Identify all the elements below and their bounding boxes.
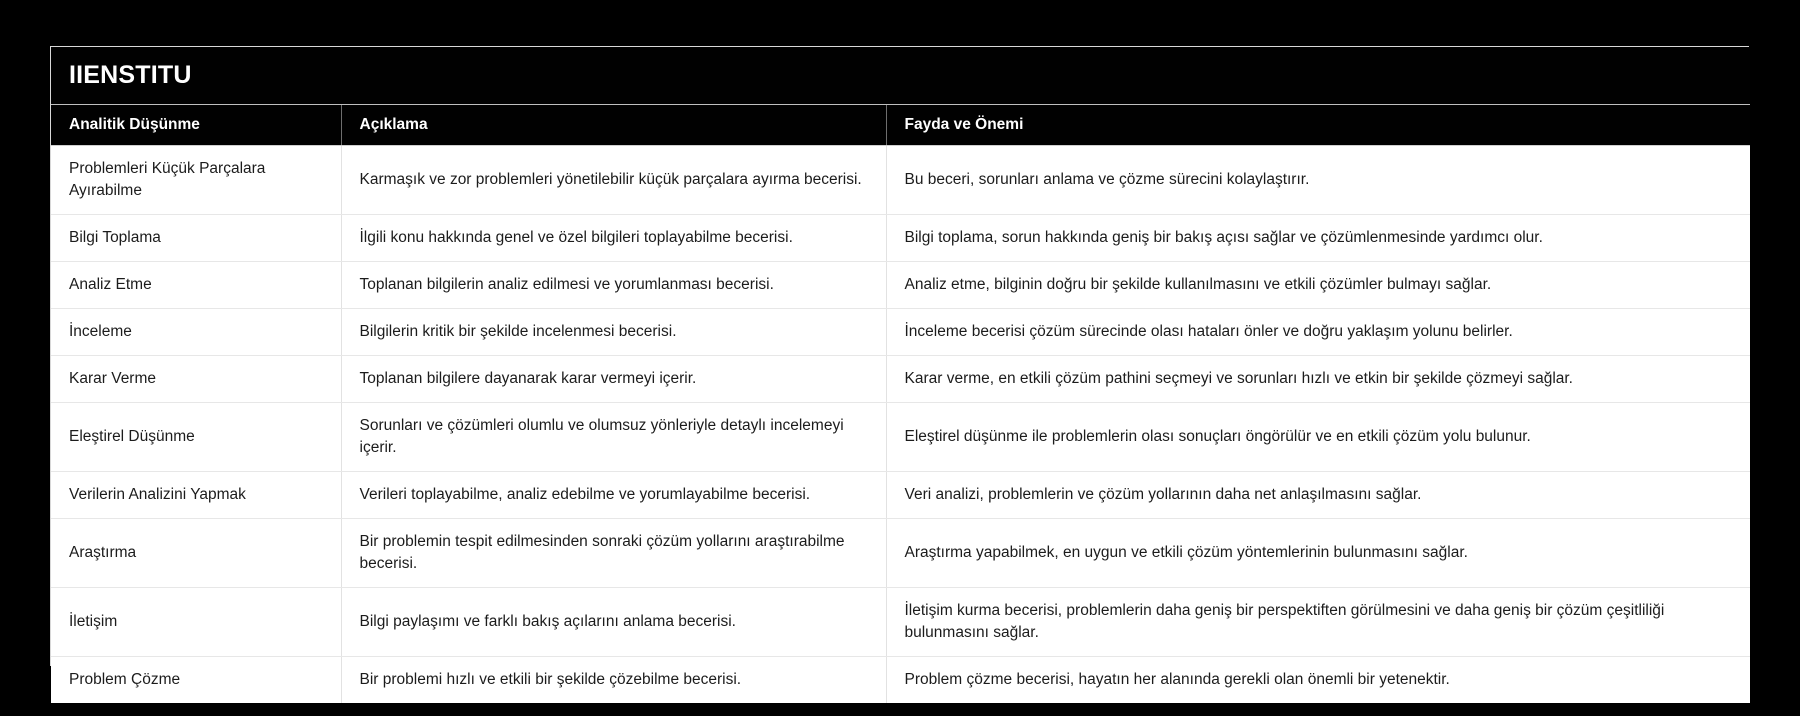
cell-benefit: Bilgi toplama, sorun hakkında geniş bir bakış açısı sağlar ve çözümlenmesinde yardımcı olur. (886, 215, 1750, 262)
table-row (51, 519, 1750, 588)
brand-title: IIENSTITU (69, 60, 192, 89)
table-row (51, 588, 1750, 657)
cell-description: Karmaşık ve zor problemleri yönetilebilir küçük parçalara ayırma becerisi. (341, 146, 886, 215)
cell-benefit: Problem çözme becerisi, hayatın her alanında gerekli olan önemli bir yetenektir. (886, 657, 1750, 704)
table-row (51, 356, 1750, 403)
cell-benefit: Karar verme, en etkili çözüm pathini seçmeyi ve sorunları hızlı ve etkin bir şekilde çözmeyi sağlar. (886, 356, 1750, 403)
column-header-description: Açıklama (341, 104, 886, 146)
cell-description: Toplanan bilgilerin analiz edilmesi ve yorumlanması becerisi. (341, 262, 886, 309)
column-header-row (51, 104, 1750, 146)
table-row (51, 262, 1750, 309)
table-body (51, 47, 1750, 703)
table-row (51, 309, 1750, 356)
cell-benefit: Analiz etme, bilginin doğru bir şekilde kullanılmasını ve etkili çözümler bulmayı sağlar. (886, 262, 1750, 309)
cell-benefit: Bu beceri, sorunları anlama ve çözme sürecini kolaylaştırır. (886, 146, 1750, 215)
cell-description: Bilgi paylaşımı ve farklı bakış açılarını anlama becerisi. (341, 588, 886, 657)
cell-term: Eleştirel Düşünme (51, 403, 341, 472)
cell-benefit: İletişim kurma becerisi, problemlerin daha geniş bir perspektiften görülmesini ve daha geniş bir çözüm çeşitliliği bulunmasını sağlar. (886, 588, 1750, 657)
brand-cell (51, 47, 1750, 104)
column-header-benefit: Fayda ve Önemi (886, 104, 1750, 146)
table-row (51, 472, 1750, 519)
cell-term: İnceleme (51, 309, 341, 356)
cell-term: Karar Verme (51, 356, 341, 403)
cell-term: Problem Çözme (51, 657, 341, 704)
cell-description: Bir problemin tespit edilmesinden sonraki çözüm yollarını araştırabilme becerisi. (341, 519, 886, 588)
cell-term: Verilerin Analizini Yapmak (51, 472, 341, 519)
column-header-term: Analitik Düşünme (51, 104, 341, 146)
cell-term: Bilgi Toplama (51, 215, 341, 262)
cell-description: Verileri toplayabilme, analiz edebilme ve yorumlayabilme becerisi. (341, 472, 886, 519)
cell-benefit: Veri analizi, problemlerin ve çözüm yollarının daha net anlaşılmasını sağlar. (886, 472, 1750, 519)
cell-term: İletişim (51, 588, 341, 657)
cell-benefit: Araştırma yapabilmek, en uygun ve etkili çözüm yöntemlerinin bulunmasını sağlar. (886, 519, 1750, 588)
cell-term: Analiz Etme (51, 262, 341, 309)
cell-benefit: Eleştirel düşünme ile problemlerin olası sonuçları öngörülür ve en etkili çözüm yolu bulunur. (886, 403, 1750, 472)
table-row (51, 215, 1750, 262)
table-row (51, 403, 1750, 472)
cell-description: Bilgilerin kritik bir şekilde incelenmesi becerisi. (341, 309, 886, 356)
table-row (51, 657, 1750, 704)
skills-table-container (50, 46, 1749, 689)
cell-description: Toplanan bilgilere dayanarak karar vermeyi içerir. (341, 356, 886, 403)
cell-term: Araştırma (51, 519, 341, 588)
analytical-thinking-table (51, 47, 1750, 703)
brand-header-row (51, 47, 1750, 104)
table-row (51, 146, 1750, 215)
cell-benefit: İnceleme becerisi çözüm sürecinde olası hataları önler ve doğru yaklaşım yolunu belirler. (886, 309, 1750, 356)
cell-description: İlgili konu hakkında genel ve özel bilgileri toplayabilme becerisi. (341, 215, 886, 262)
cell-description: Bir problemi hızlı ve etkili bir şekilde çözebilme becerisi. (341, 657, 886, 704)
cell-description: Sorunları ve çözümleri olumlu ve olumsuz yönleriyle detaylı incelemeyi içerir. (341, 403, 886, 472)
cell-term: Problemleri Küçük Parçalara Ayırabilme (51, 146, 341, 215)
